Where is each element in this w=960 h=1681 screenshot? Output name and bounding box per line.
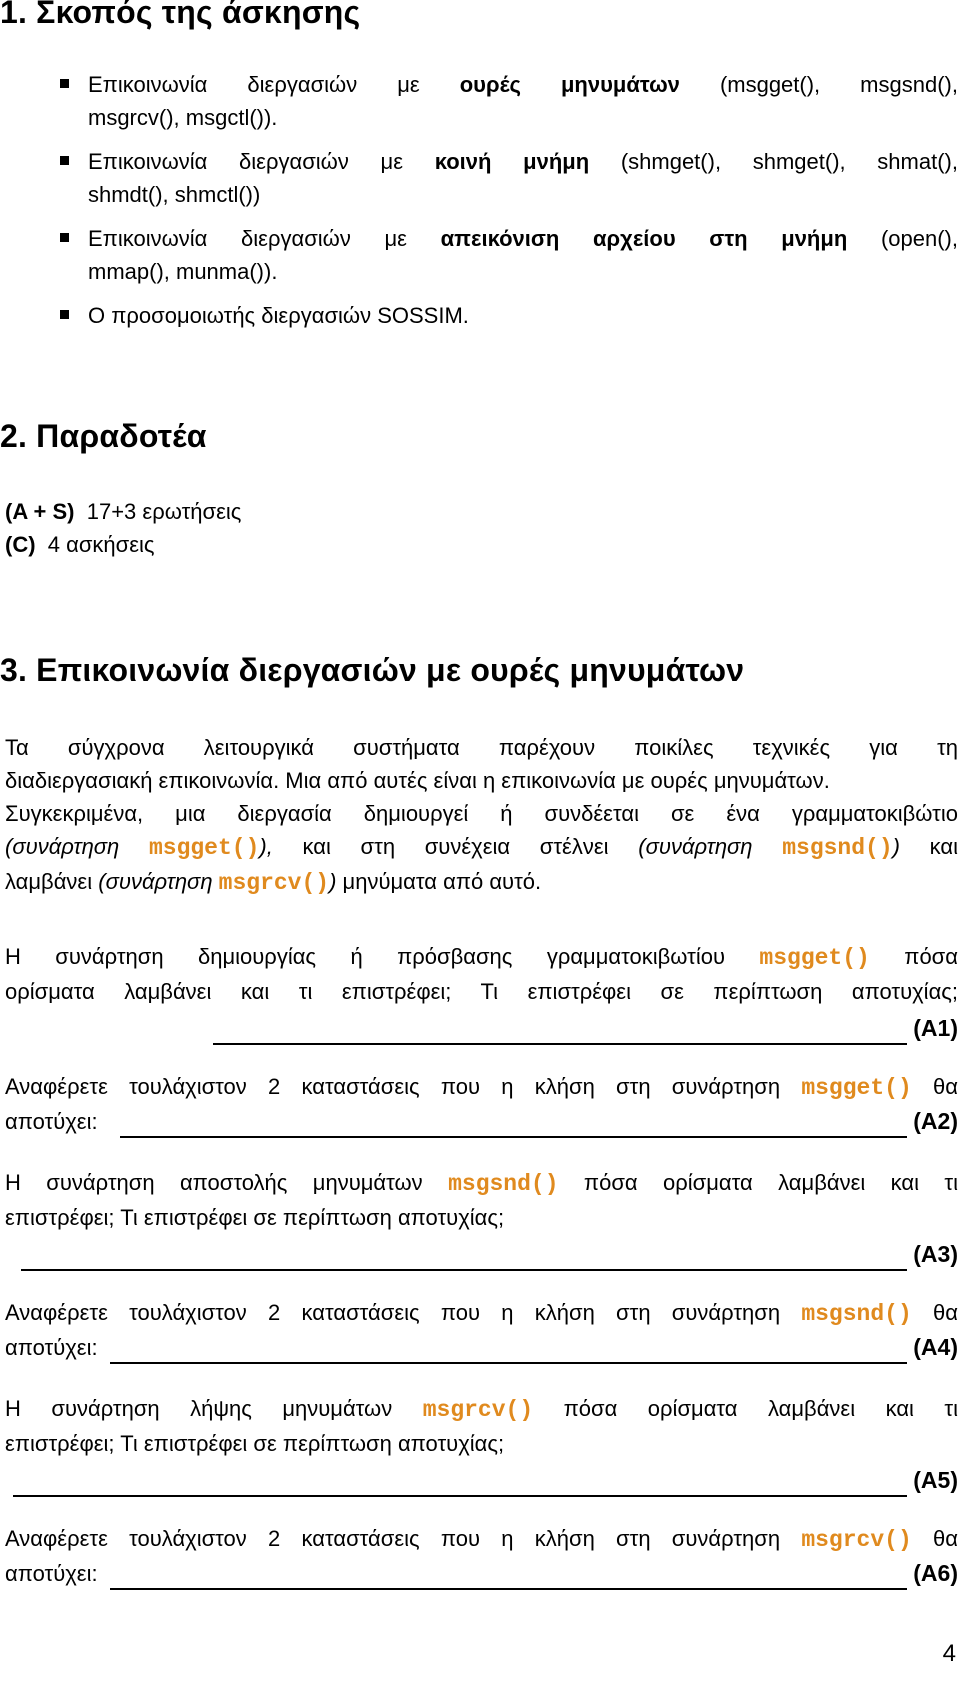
answer-line-a6[interactable]	[110, 1568, 908, 1590]
section1-title: 1. Σκοπός της άσκησης	[0, 0, 361, 30]
intro-paragraph: Τα σύγχρονα λειτουργικά συστήματα παρέχουν ποικίλες τεχνικές για τη διαδιεργασιακή επικοινωνία. Μια από αυτές είναι η επικοινωνία με ουρές μηνυμάτων. Συγκεκριμένα, μια διεργασία δημιουργεί ή συνδέεται σε ένα γραμματοκιβώτιο (συνάρτηση msgget()), και στη συνέχεια στέλνει (συνάρτηση msgsnd()) και λαμβάνει (συνάρτηση msgrcv()) μηνύματα από αυτό.	[5, 735, 958, 896]
objective-item: Επικοινωνία διεργασιών με απεικόνιση αρχείου στη μνήμη (open(), mmap(), munma()).	[0, 222, 958, 288]
section3-title: 3. Επικοινωνία διεργασιών με ουρές μηνυμάτων	[0, 652, 745, 688]
page-number: 4	[942, 1640, 956, 1667]
question-a1: Η συνάρτηση δημιουργίας ή πρόσβασης γραμματοκιβωτίου msgget() πόσα ορίσματα λαμβάνει και τι επιστρέφει; Τι επιστρέφει σε περίπτωση αποτυχίας; (A1)	[5, 940, 958, 1045]
square-bullet-icon	[60, 79, 69, 88]
question-a2: Αναφέρετε τουλάχιστον 2 καταστάσεις που η κλήση στη συνάρτηση msgget() θα αποτύχει: (A2)	[5, 1070, 958, 1138]
objective-item: Επικοινωνία διεργασιών με κοινή μνήμη (shmget(), shmget(), shmat(), shmdt(), shmctl())	[0, 145, 958, 211]
question-a6: Αναφέρετε τουλάχιστον 2 καταστάσεις που η κλήση στη συνάρτηση msgrcv() θα αποτύχει: (A6)	[5, 1522, 958, 1590]
square-bullet-icon	[60, 156, 69, 165]
question-a3: Η συνάρτηση αποστολής μηνυμάτων msgsnd() πόσα ορίσματα λαμβάνει και τι επιστρέφει; Τι επιστρέφει σε περίπτωση αποτυχίας; (A3)	[5, 1166, 958, 1271]
answer-line-a5[interactable]	[13, 1475, 907, 1497]
square-bullet-icon	[60, 310, 69, 319]
answer-line-a1[interactable]	[213, 1023, 907, 1045]
square-bullet-icon	[60, 233, 69, 242]
answer-line-a2[interactable]	[120, 1116, 908, 1138]
answer-line-a4[interactable]	[110, 1342, 908, 1364]
deliverable-row: (A + S) 17+3 ερωτήσεις	[5, 499, 242, 524]
objective-item: Επικοινωνία διεργασιών με ουρές μηνυμάτων (msgget(), msgsnd(), msgrcv(), msgctl()).	[0, 68, 958, 134]
answer-line-a3[interactable]	[21, 1249, 907, 1271]
objective-item: Ο προσομοιωτής διεργασιών SOSSIM.	[0, 299, 958, 332]
question-a4: Αναφέρετε τουλάχιστον 2 καταστάσεις που η κλήση στη συνάρτηση msgsnd() θα αποτύχει: (A4)	[5, 1296, 958, 1364]
objectives-list	[0, 68, 958, 343]
section2-title: 2. Παραδοτέα	[0, 418, 207, 454]
deliverable-row: (C) 4 ασκήσεις	[5, 532, 155, 557]
question-a5: Η συνάρτηση λήψης μηνυμάτων msgrcv() πόσα ορίσματα λαμβάνει και τι επιστρέφει; Τι επιστρέφει σε περίπτωση αποτυχίας; (A5)	[5, 1392, 958, 1497]
